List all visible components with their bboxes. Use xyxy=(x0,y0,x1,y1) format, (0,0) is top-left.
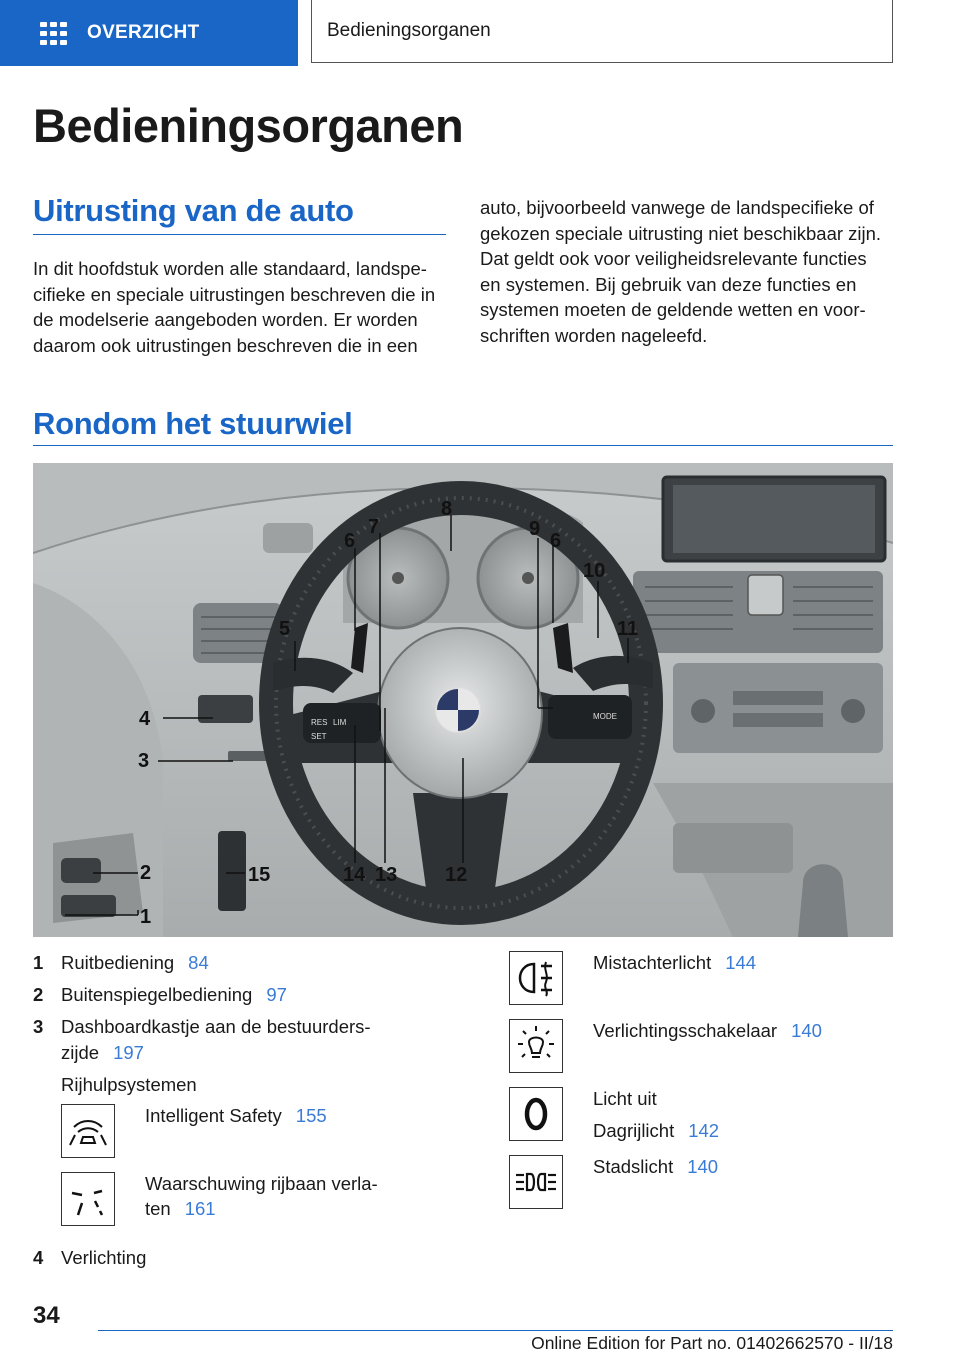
footer-edition-text: Online Edition for Part no. 01402662570 - II/18 xyxy=(531,1333,893,1353)
callout-4: 4 xyxy=(139,708,151,730)
section-title-equipment: Uitrusting van de auto xyxy=(33,193,354,228)
legend-item xyxy=(33,982,473,1014)
callout-5: 5 xyxy=(279,618,291,640)
callout-3: 3 xyxy=(138,750,150,772)
legend-line xyxy=(145,1196,378,1221)
legend-text: ten xyxy=(145,1198,171,1219)
legend-text: Mistachterlicht xyxy=(593,952,712,973)
legend-text: Licht uit xyxy=(593,1088,657,1109)
lane-departure-warning-icon xyxy=(61,1172,115,1226)
legend-line xyxy=(593,1118,719,1143)
callout-6-right: 6 xyxy=(550,530,562,552)
legend-left xyxy=(33,950,473,1100)
steering-wheel-figure xyxy=(33,463,893,937)
callout-9: 9 xyxy=(529,518,541,540)
light-switch-icon xyxy=(509,1019,563,1073)
intro-column-2 xyxy=(480,195,900,348)
legend-line xyxy=(593,1086,719,1118)
rear-fog-light-icon xyxy=(509,951,563,1005)
legend-item xyxy=(33,1072,473,1100)
button-label-mode: MODE xyxy=(593,712,617,721)
legend-number: 1 xyxy=(33,952,44,973)
page-ref-link[interactable]: 140 xyxy=(687,1156,719,1177)
breadcrumb-label: Bedieningsorganen xyxy=(327,20,491,41)
text-line: cifieke en speciale uitrustingen beschreven die in xyxy=(33,283,436,305)
legend-item xyxy=(33,950,473,982)
legend-text: Waarschuwing rijbaan verla‐ xyxy=(145,1173,378,1194)
section-rule xyxy=(33,234,446,235)
section-rule xyxy=(33,445,893,446)
breadcrumb[interactable] xyxy=(311,0,893,63)
callout-14: 14 xyxy=(343,864,366,886)
legend-item-intelligent-safety xyxy=(145,1103,327,1128)
legend-text: Dagrijlicht xyxy=(593,1120,675,1141)
page-ref-link[interactable]: 155 xyxy=(295,1105,327,1126)
page-ref-link[interactable]: 161 xyxy=(184,1198,216,1219)
light-off-icon xyxy=(509,1087,563,1141)
legend-text: Intelligent Safety xyxy=(145,1105,282,1126)
callout-13: 13 xyxy=(375,864,398,886)
legend-number: 2 xyxy=(33,984,44,1005)
text-line: de modelserie aangeboden worden. Er worden xyxy=(33,309,418,330)
legend-text: Buitenspiegelbediening xyxy=(61,984,253,1005)
section-title-steering-wheel: Rondom het stuurwiel xyxy=(33,406,353,441)
page-number: 34 xyxy=(33,1302,60,1329)
callout-1: 1 xyxy=(140,906,152,928)
page-ref-link[interactable]: 142 xyxy=(688,1120,720,1141)
legend-text: Verlichting xyxy=(61,1247,147,1268)
intro-column-1 xyxy=(33,256,463,358)
page-ref-link[interactable]: 97 xyxy=(266,984,287,1005)
button-label-res: RES xyxy=(311,718,328,727)
page-ref-link[interactable]: 140 xyxy=(791,1020,822,1041)
legend-item-light-switch xyxy=(593,1018,822,1043)
text-line: In dit hoofdstuk worden alle standaard, landspe‐ xyxy=(33,258,427,279)
text-line: Dat geldt ook voor veiligheidsrelevante functies xyxy=(480,248,867,269)
overview-tab[interactable] xyxy=(0,0,298,66)
steering-wheel-illustration xyxy=(33,463,893,937)
text-line: daarom ook uitrustingen beschreven die in een xyxy=(33,334,418,356)
page-ref-link[interactable]: 84 xyxy=(188,952,209,973)
legend-number: 3 xyxy=(33,1016,44,1037)
page-ref-link[interactable]: 144 xyxy=(725,952,757,973)
legend-text: Verlichtingsschakelaar xyxy=(593,1020,778,1041)
legend-text: Ruitbediening xyxy=(61,952,175,973)
callout-6-left: 6 xyxy=(344,530,356,552)
legend-text: Dashboardkastje aan de bestuurders‐ xyxy=(61,1016,371,1037)
legend-item xyxy=(33,1014,473,1040)
legend-item-rear-fog-light xyxy=(593,950,756,975)
text-line: auto, bijvoorbeeld vanwege de landspecifieke of xyxy=(480,197,874,218)
callout-2: 2 xyxy=(140,862,152,884)
intelligent-safety-icon xyxy=(61,1104,115,1158)
legend-item-light-off xyxy=(593,1086,719,1143)
page-ref-link[interactable]: 197 xyxy=(113,1042,144,1063)
page-title: Bedieningsorganen xyxy=(33,99,464,152)
legend-number: 4 xyxy=(33,1247,44,1268)
grid-icon xyxy=(40,22,67,45)
callout-8: 8 xyxy=(441,498,453,520)
legend-text: Rijhulpsystemen xyxy=(61,1074,197,1095)
legend-item-continued xyxy=(33,1040,473,1072)
legend-line xyxy=(145,1171,378,1196)
overview-tab-label: OVERZICHT xyxy=(87,22,200,43)
button-label-lim: LIM xyxy=(333,718,347,727)
legend-text: Stadslicht xyxy=(593,1156,674,1177)
footer-rule xyxy=(98,1330,893,1331)
text-line: systemen moeten de geldende wetten en voor‐ xyxy=(480,299,866,320)
callout-11: 11 xyxy=(617,618,639,640)
callout-7: 7 xyxy=(368,516,380,538)
callout-10: 10 xyxy=(583,560,606,582)
legend-text: zijde xyxy=(61,1042,100,1063)
legend-item-parking-light xyxy=(593,1154,718,1179)
legend-item xyxy=(33,1245,146,1270)
button-label-set: SET xyxy=(311,732,327,741)
parking-light-icon xyxy=(509,1155,563,1209)
text-line: gekozen speciale uitrusting niet beschikbaar zijn. xyxy=(480,222,882,244)
callout-15: 15 xyxy=(248,864,271,886)
text-line: en systemen. Bij gebruik van deze functies en xyxy=(480,273,857,295)
text-line: schriften worden nageleefd. xyxy=(480,324,708,346)
callout-12: 12 xyxy=(445,864,468,886)
legend-item-lane-departure xyxy=(145,1171,378,1221)
